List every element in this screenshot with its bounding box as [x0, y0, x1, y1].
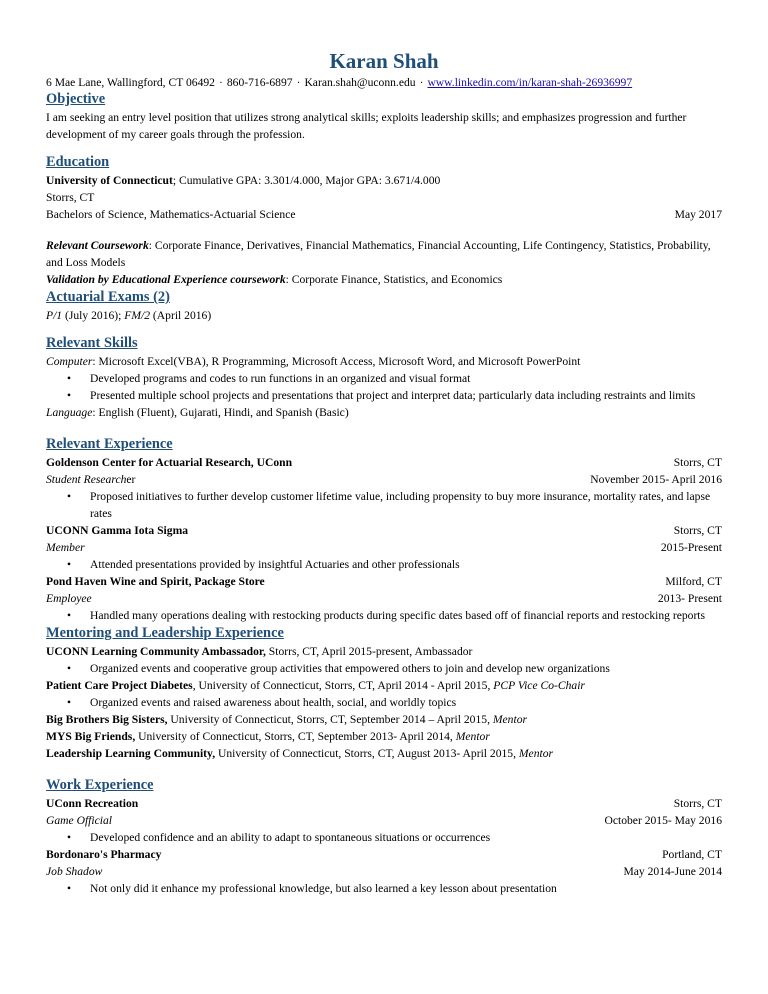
degree: Bachelors of Science, Mathematics-Actuarial Science [46, 208, 296, 221]
language-skills [46, 404, 722, 421]
address: 6 Mae Lane, Wallingford, CT 06492 [46, 76, 215, 89]
gpa: ; Cumulative GPA: 3.301/4.000, Major GPA: 3.671/4.000 [172, 174, 441, 187]
job-location: Portland, CT [662, 848, 722, 861]
leadership-org: Leadership Learning Community, [46, 747, 216, 760]
experience-job [46, 454, 722, 522]
experience-heading: Relevant Experience [46, 436, 173, 452]
vee-label: Validation by Educational Experience coursework [46, 273, 286, 286]
job-dates: May 2014-June 2014 [623, 865, 722, 878]
leadership-heading: Mentoring and Leadership Experience [46, 625, 284, 641]
objective-text: I am seeking an entry level position that utilizes strong analytical skills; exploits leadership skills; and emphasizes progression and further development of my career goals through the profession. [46, 111, 687, 141]
experience-job [46, 522, 722, 573]
leadership-details: University of Connecticut, Storrs, CT, September 2013- April 2014, [135, 730, 456, 743]
leadership-item [46, 711, 722, 728]
education-location: Storrs, CT [46, 191, 95, 204]
contact-line [46, 75, 722, 90]
exam-p: P/1 [46, 309, 63, 322]
job-role: Student Research [46, 473, 127, 486]
computer-label: Computer [46, 355, 93, 368]
coursework [46, 237, 722, 271]
coursework-label: Relevant Coursework [46, 239, 149, 252]
list-item: • Developed confidence and an ability to adapt to spontaneous situations or occurrences [46, 829, 722, 846]
leadership-details: University of Connecticut, Storrs, CT, August 2013- April 2015, [215, 747, 519, 760]
work-job [46, 846, 722, 897]
email[interactable]: Karan.shah@uconn.edu [304, 76, 416, 89]
list-item: • Not only did it enhance my professional knowledge, but also learned a key lesson about presentation [46, 880, 722, 897]
education-heading: Education [46, 154, 110, 170]
list-item: • Proposed initiatives to further develop customer lifetime value, including propensity to buy more insurance, mortality rates, and lapse rates [46, 488, 722, 522]
job-org: Pond Haven Wine and Spirit, Package Store [46, 575, 265, 588]
exam-fm-date: (April 2016) [150, 309, 212, 322]
linkedin-link[interactable]: www.linkedin.com/in/karan-shah-26936997 [427, 76, 633, 89]
work-heading: Work Experience [46, 777, 154, 793]
language-label: Language [46, 406, 93, 419]
leadership-org: Big Brothers Big Sisters, [46, 713, 168, 726]
exam-p-date: (July 2016); [62, 309, 125, 322]
coursework-list: : Corporate Finance, Derivatives, Financial Mathematics, Financial Accounting, Life Contingency, Statistics, Probability, and Loss Models [46, 239, 711, 269]
leadership-role: Mentor [455, 730, 490, 743]
list-item: • Developed programs and codes to run functions in an organized and visual format [46, 370, 722, 387]
candidate-name: Karan Shah [329, 49, 439, 73]
job-location: Storrs, CT [673, 456, 722, 469]
job-role-suffix: er [126, 473, 136, 486]
separator: · [419, 76, 424, 89]
job-dates: 2015-Present [660, 541, 722, 554]
job-location: Storrs, CT [673, 797, 722, 810]
vee-coursework [46, 271, 722, 288]
resume-page [46, 0, 722, 897]
leadership-org: MYS Big Friends, [46, 730, 136, 743]
exams-line [46, 307, 722, 324]
job-location: Milford, CT [665, 575, 722, 588]
skills-heading: Relevant Skills [46, 335, 138, 351]
job-dates: 2013- Present [657, 592, 722, 605]
separator: · [296, 76, 301, 89]
skills-bullets [46, 370, 722, 404]
leadership-org: UCONN Learning Community Ambassador, [46, 645, 266, 658]
leadership-item [46, 643, 722, 660]
list-item: • Presented multiple school projects and presentations that project and interpret data; particularly data including restraints and limits [46, 387, 722, 404]
leadership-role: Mentor [492, 713, 528, 726]
leadership-details: University of Connecticut, Storrs, CT, September 2014 – April 2015, [167, 713, 493, 726]
leadership-item [46, 745, 722, 762]
job-org: Goldenson Center for Actuarial Research, UConn [46, 456, 293, 469]
computer-skills [46, 353, 722, 370]
degree-row [46, 206, 722, 223]
objective-heading: Objective [46, 91, 106, 107]
leadership-role: Mentor [518, 747, 554, 760]
work-job [46, 795, 722, 846]
list-item: • Attended presentations provided by insightful Actuaries and other professionals [46, 556, 722, 573]
job-dates: October 2015- May 2016 [604, 814, 722, 827]
phone: 860-716-6897 [226, 76, 293, 89]
leadership-details: Storrs, CT, April 2015-present, Ambassador [265, 645, 473, 658]
leadership-role: PCP Vice Co-Chair [493, 679, 585, 692]
language-list: : English (Fluent), Gujarati, Hindi, and Spanish (Basic) [92, 406, 349, 419]
graduation-date: May 2017 [674, 208, 722, 221]
experience-job [46, 573, 722, 624]
list-item: • Organized events and cooperative group activities that empowered others to join and develop new organizations [46, 660, 722, 677]
exams-heading: Actuarial Exams (2) [46, 289, 170, 305]
leadership-item [46, 728, 722, 745]
vee-list: : Corporate Finance, Statistics, and Economics [285, 273, 503, 286]
job-org: Bordonaro's Pharmacy [46, 848, 162, 861]
job-dates: November 2015- April 2016 [590, 473, 722, 486]
job-role: Job Shadow [46, 865, 103, 878]
list-item: • Organized events and raised awareness about health, social, and worldly topics [46, 694, 722, 711]
leadership-org: Patient Care Project Diabetes [46, 679, 193, 692]
education-school-line [46, 172, 722, 189]
job-role: Employee [46, 592, 92, 605]
exam-fm: FM/2 [124, 309, 151, 322]
school-name: University of Connecticut [46, 174, 173, 187]
job-role: Game Official [46, 814, 113, 827]
leadership-details: , University of Connecticut, Storrs, CT, April 2014 - April 2015, [192, 679, 494, 692]
separator: · [218, 76, 223, 89]
leadership-item [46, 677, 722, 694]
list-item: • Handled many operations dealing with restocking products during specific dates based off of financial reports and restocking reports [46, 607, 722, 624]
job-role: Member [46, 541, 85, 554]
computer-list: : Microsoft Excel(VBA), R Programming, Microsoft Access, Microsoft Word, and Microsoft PowerPoint [92, 355, 581, 368]
job-org: UConn Recreation [46, 797, 139, 810]
job-org: UCONN Gamma Iota Sigma [46, 524, 189, 537]
job-location: Storrs, CT [673, 524, 722, 537]
